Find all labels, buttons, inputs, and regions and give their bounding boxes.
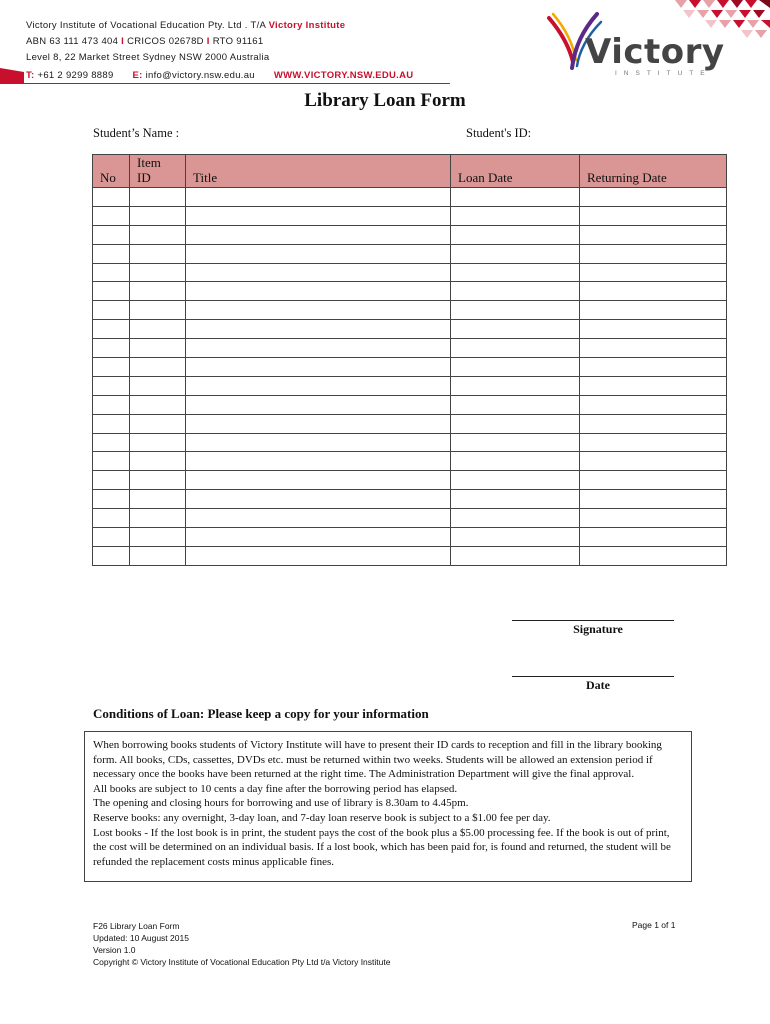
table-row: [93, 301, 727, 320]
table-row: [93, 433, 727, 452]
table-row: [93, 452, 727, 471]
returning-date-cell[interactable]: [580, 188, 727, 207]
title-cell[interactable]: [186, 320, 451, 339]
loan-date-cell[interactable]: [451, 206, 580, 225]
conditions-paragraph: All books are subject to 10 cents a day fine after the borrowing period has elapsed.: [93, 782, 458, 795]
no-cell[interactable]: [93, 433, 130, 452]
title-cell[interactable]: [186, 509, 451, 528]
returning-date-cell[interactable]: [580, 471, 727, 490]
title-cell[interactable]: [186, 471, 451, 490]
no-cell[interactable]: [93, 395, 130, 414]
item-id-cell[interactable]: [130, 206, 186, 225]
column-header-no: No: [93, 155, 130, 188]
table-header-row: [93, 155, 727, 188]
item-id-cell[interactable]: [130, 471, 186, 490]
page-number: Page 1 of 1: [632, 920, 676, 930]
date-label: Date: [586, 678, 610, 692]
title-cell[interactable]: [186, 301, 451, 320]
separator: I: [121, 36, 125, 47]
signature-line[interactable]: [512, 620, 674, 621]
no-cell[interactable]: [93, 509, 130, 528]
loan-date-cell[interactable]: [451, 339, 580, 358]
table-row: [93, 414, 727, 433]
item-id-cell[interactable]: [130, 452, 186, 471]
logo-wordmark: Victory: [585, 32, 725, 72]
item-id-header-line1: Item: [137, 155, 161, 170]
title-cell[interactable]: [186, 263, 451, 282]
conditions-paragraph: The opening and closing hours for borrowing and use of library is 8.30am to 4.45pm.: [93, 797, 469, 810]
item-id-cell[interactable]: [130, 528, 186, 547]
no-cell[interactable]: [93, 339, 130, 358]
form-code: F26 Library Loan Form: [93, 921, 180, 931]
conditions-heading: Conditions of Loan: Please keep a copy for your information: [93, 706, 429, 721]
item-id-cell[interactable]: [130, 395, 186, 414]
item-id-cell[interactable]: [130, 509, 186, 528]
company-name-line: [26, 20, 345, 31]
item-id-cell[interactable]: [130, 263, 186, 282]
table-row: [93, 546, 727, 565]
returning-date-cell[interactable]: [580, 395, 727, 414]
loan-date-cell[interactable]: [451, 471, 580, 490]
table-row: [93, 528, 727, 547]
no-cell[interactable]: [93, 244, 130, 263]
column-header-loan-date: Loan Date: [451, 155, 580, 188]
column-header-returning-date: Returning Date: [580, 155, 727, 188]
item-id-cell[interactable]: [130, 320, 186, 339]
column-header-item-id: [130, 155, 186, 188]
title-cell[interactable]: [186, 546, 451, 565]
no-cell[interactable]: [93, 528, 130, 547]
returning-date-cell[interactable]: [580, 433, 727, 452]
no-cell[interactable]: [93, 358, 130, 377]
email-address[interactable]: info@victory.nsw.edu.au: [145, 70, 255, 81]
item-id-cell[interactable]: [130, 490, 186, 509]
returning-date-cell[interactable]: [580, 452, 727, 471]
document-footer: [93, 920, 390, 968]
signature-label: Signature: [573, 622, 623, 636]
address-line: Level 8, 22 Market Street Sydney NSW 2000 Australia: [26, 52, 270, 63]
returning-date-cell[interactable]: [580, 490, 727, 509]
title-cell[interactable]: [186, 358, 451, 377]
no-cell[interactable]: [93, 263, 130, 282]
no-cell[interactable]: [93, 301, 130, 320]
loan-date-cell[interactable]: [451, 509, 580, 528]
returning-date-cell[interactable]: [580, 244, 727, 263]
rto-number: RTO 91161: [212, 36, 264, 47]
conditions-paragraph: Reserve books: any overnight, 3-day loan, and 7-day loan reserve book is subject to a $1.00 fee per day.: [93, 811, 551, 824]
item-id-cell[interactable]: [130, 433, 186, 452]
title-cell[interactable]: [186, 395, 451, 414]
item-id-cell[interactable]: [130, 339, 186, 358]
company-legal-name: Victory Institute of Vocational Education Pty. Ltd . T/A: [26, 20, 269, 31]
returning-date-cell[interactable]: [580, 528, 727, 547]
table-row: [93, 320, 727, 339]
conditions-paragraph: Lost books - If the lost book is in print, the student pays the cost of the book plus a $5.00 processing fee. If the book is out of print, the cost will be determined on an individual basis. If a lost book, which has been paid for, is found and returned, the student will be refunded the replacement costs minus applicable fines.: [93, 826, 671, 868]
no-cell[interactable]: [93, 376, 130, 395]
cricos-code: CRICOS 02678D: [127, 36, 204, 47]
loan-table: [92, 154, 727, 566]
returning-date-cell[interactable]: [580, 546, 727, 565]
returning-date-cell[interactable]: [580, 339, 727, 358]
returning-date-cell[interactable]: [580, 225, 727, 244]
letterhead: [0, 0, 770, 90]
returning-date-cell[interactable]: [580, 206, 727, 225]
item-id-cell[interactable]: [130, 546, 186, 565]
loan-date-cell[interactable]: [451, 433, 580, 452]
loan-date-cell[interactable]: [451, 244, 580, 263]
conditions-box: [84, 731, 692, 882]
table-row: [93, 263, 727, 282]
item-id-cell[interactable]: [130, 282, 186, 301]
registration-line: [26, 36, 263, 47]
title-cell[interactable]: [186, 206, 451, 225]
abn-number: ABN 63 111 473 404: [26, 36, 119, 47]
table-row: [93, 376, 727, 395]
no-cell[interactable]: [93, 490, 130, 509]
item-id-header-line2: ID: [137, 170, 151, 185]
loan-date-cell[interactable]: [451, 225, 580, 244]
title-cell[interactable]: [186, 339, 451, 358]
loan-date-cell[interactable]: [451, 282, 580, 301]
no-cell[interactable]: [93, 546, 130, 565]
no-cell[interactable]: [93, 282, 130, 301]
separator: I: [206, 36, 210, 47]
logo-subtitle: INSTITUTE: [615, 70, 712, 77]
loan-date-cell[interactable]: [451, 301, 580, 320]
no-cell[interactable]: [93, 452, 130, 471]
item-id-cell[interactable]: [130, 188, 186, 207]
returning-date-cell[interactable]: [580, 263, 727, 282]
table-row: [93, 358, 727, 377]
loan-date-cell[interactable]: [451, 452, 580, 471]
phone-number: +61 2 9299 8889: [37, 70, 114, 81]
title-cell[interactable]: [186, 376, 451, 395]
no-cell[interactable]: [93, 320, 130, 339]
loan-date-cell[interactable]: [451, 490, 580, 509]
version: Version 1.0: [93, 945, 136, 955]
updated-date: Updated: 10 August 2015: [93, 933, 189, 943]
loan-date-cell[interactable]: [451, 263, 580, 282]
table-row: [93, 471, 727, 490]
returning-date-cell[interactable]: [580, 509, 727, 528]
student-name-field[interactable]: Student’s Name :: [93, 126, 180, 140]
table-row: [93, 244, 727, 263]
loan-date-cell[interactable]: [451, 395, 580, 414]
title-cell[interactable]: [186, 414, 451, 433]
contact-line: [26, 70, 413, 81]
table-row: [93, 206, 727, 225]
loan-date-cell[interactable]: [451, 358, 580, 377]
table-row: [93, 509, 727, 528]
title-cell[interactable]: [186, 225, 451, 244]
title-cell[interactable]: [186, 282, 451, 301]
no-cell[interactable]: [93, 225, 130, 244]
item-id-cell[interactable]: [130, 244, 186, 263]
table-row: [93, 395, 727, 414]
returning-date-cell[interactable]: [580, 301, 727, 320]
website-link[interactable]: WWW.VICTORY.NSW.EDU.AU: [273, 70, 414, 81]
form-title: Library Loan Form: [304, 90, 466, 111]
copyright: Copyright © Victory Institute of Vocational Education Pty Ltd t/a Victory Institute: [93, 957, 391, 967]
table-row: [93, 282, 727, 301]
loan-date-cell[interactable]: [451, 414, 580, 433]
item-id-cell[interactable]: [130, 358, 186, 377]
no-cell[interactable]: [93, 414, 130, 433]
title-cell[interactable]: [186, 528, 451, 547]
no-cell[interactable]: [93, 188, 130, 207]
date-line[interactable]: [512, 676, 674, 677]
returning-date-cell[interactable]: [580, 282, 727, 301]
student-id-field[interactable]: Student's ID:: [466, 126, 532, 140]
table-row: [93, 225, 727, 244]
loan-date-cell[interactable]: [451, 188, 580, 207]
returning-date-cell[interactable]: [580, 376, 727, 395]
loan-date-cell[interactable]: [451, 528, 580, 547]
item-id-cell[interactable]: [130, 301, 186, 320]
no-cell[interactable]: [93, 471, 130, 490]
loan-table-body: [93, 188, 727, 566]
returning-date-cell[interactable]: [580, 414, 727, 433]
title-cell[interactable]: [186, 490, 451, 509]
item-id-cell[interactable]: [130, 225, 186, 244]
loan-date-cell[interactable]: [451, 376, 580, 395]
table-row: [93, 188, 727, 207]
table-row: [93, 339, 727, 358]
no-cell[interactable]: [93, 206, 130, 225]
loan-date-cell[interactable]: [451, 320, 580, 339]
returning-date-cell[interactable]: [580, 358, 727, 377]
table-row: [93, 490, 727, 509]
item-id-cell[interactable]: [130, 414, 186, 433]
email-label: E:: [132, 70, 143, 81]
column-header-title: Title: [186, 155, 451, 188]
title-cell[interactable]: [186, 433, 451, 452]
title-cell[interactable]: [186, 452, 451, 471]
title-cell[interactable]: [186, 244, 451, 263]
title-cell[interactable]: [186, 188, 451, 207]
victory-logo: [535, 10, 765, 85]
returning-date-cell[interactable]: [580, 320, 727, 339]
company-brand-name: Victory Institute: [268, 20, 346, 31]
item-id-cell[interactable]: [130, 376, 186, 395]
conditions-paragraph: When borrowing books students of Victory Institute will have to present their ID cards to reception and fill in the library booking form. All books, CDs, cassettes, DVDs etc. must be returned within two weeks. Students will be allowed an extension period if necessary once the books have been returned at the right time. The Administration Department will give the final approval.: [93, 739, 662, 781]
loan-date-cell[interactable]: [451, 546, 580, 565]
phone-label: T:: [26, 70, 35, 81]
